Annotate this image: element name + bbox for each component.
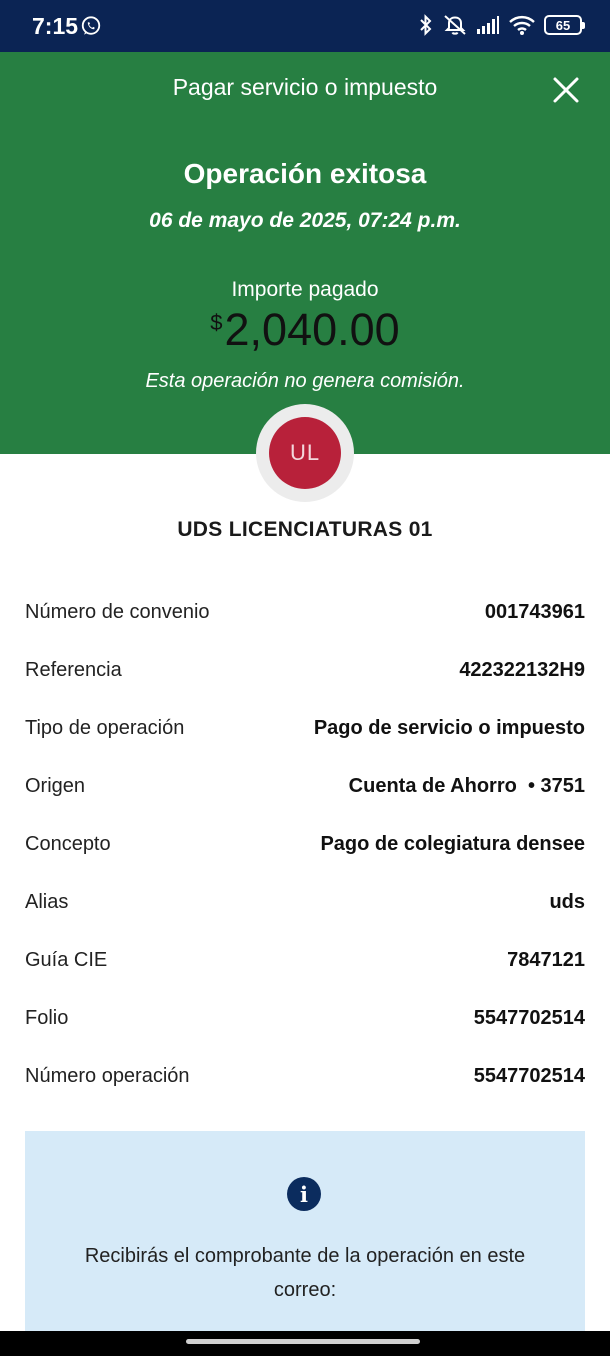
operation-date: 06 de mayo de 2025, 07:24 p.m. xyxy=(149,209,461,232)
detail-label: Referencia xyxy=(25,658,122,681)
detail-label: Tipo de operación xyxy=(25,716,185,739)
detail-row-numero-operacion xyxy=(25,1047,585,1105)
operation-status: Operación exitosa xyxy=(183,158,427,189)
detail-value: 5547702514 xyxy=(473,1006,585,1029)
success-header xyxy=(0,52,610,454)
detail-row-alias xyxy=(25,873,585,931)
detail-label: Folio xyxy=(25,1006,69,1029)
detail-row-guia-cie xyxy=(25,931,585,989)
currency-symbol: $ xyxy=(210,310,223,335)
bluetooth-icon xyxy=(418,14,434,36)
detail-value: 7847121 xyxy=(507,948,585,971)
mute-icon xyxy=(442,14,468,36)
detail-value: 5547702514 xyxy=(473,1064,585,1087)
detail-value: Cuenta de Ahorro • 3751 xyxy=(348,774,585,797)
detail-label: Número operación xyxy=(25,1064,190,1087)
status-bar xyxy=(0,0,610,52)
amount-display xyxy=(0,304,610,356)
info-text: Recibirás el comprobante de la operación en este correo: xyxy=(84,1245,526,1301)
status-icons xyxy=(418,14,582,36)
detail-value: 422322132H9 xyxy=(459,658,585,681)
detail-value: uds xyxy=(549,890,585,913)
detail-label: Alias xyxy=(25,890,69,913)
battery-level: 65 xyxy=(555,17,571,33)
email-info-box xyxy=(25,1131,585,1356)
home-gesture-handle[interactable] xyxy=(186,1339,420,1344)
avatar: UL xyxy=(269,417,341,489)
avatar-ring xyxy=(256,404,354,502)
detail-label: Concepto xyxy=(25,832,111,855)
detail-row-tipo-operacion xyxy=(25,699,585,757)
commission-note: Esta operación no genera comisión. xyxy=(145,370,465,392)
close-icon[interactable] xyxy=(552,76,580,104)
payee-name: UDS LICENCIATURAS 01 xyxy=(177,518,433,541)
info-icon: i xyxy=(287,1177,321,1211)
detail-label: Origen xyxy=(25,774,86,797)
signal-icon xyxy=(476,15,500,35)
detail-value: Pago de colegiatura densee xyxy=(320,832,585,855)
detail-row-concepto xyxy=(25,815,585,873)
amount-label: Importe pagado xyxy=(231,278,379,301)
detail-value: Pago de servicio o impuesto xyxy=(313,716,585,739)
detail-row-folio xyxy=(25,989,585,1047)
page-title: Pagar servicio o impuesto xyxy=(172,74,438,100)
whatsapp-icon xyxy=(80,15,102,37)
detail-row-referencia xyxy=(25,641,585,699)
detail-value: 001743961 xyxy=(484,600,585,623)
detail-label: Guía CIE xyxy=(25,948,108,971)
detail-label: Número de convenio xyxy=(25,600,210,623)
detail-row-origen xyxy=(25,757,585,815)
details-list xyxy=(25,583,585,1105)
wifi-icon xyxy=(508,14,536,36)
battery-icon xyxy=(544,15,582,35)
amount-value: 2,040.00 xyxy=(224,304,400,355)
status-time: 7:15 xyxy=(32,13,79,39)
system-nav-bar xyxy=(0,1331,610,1356)
detail-row-convenio xyxy=(25,583,585,641)
